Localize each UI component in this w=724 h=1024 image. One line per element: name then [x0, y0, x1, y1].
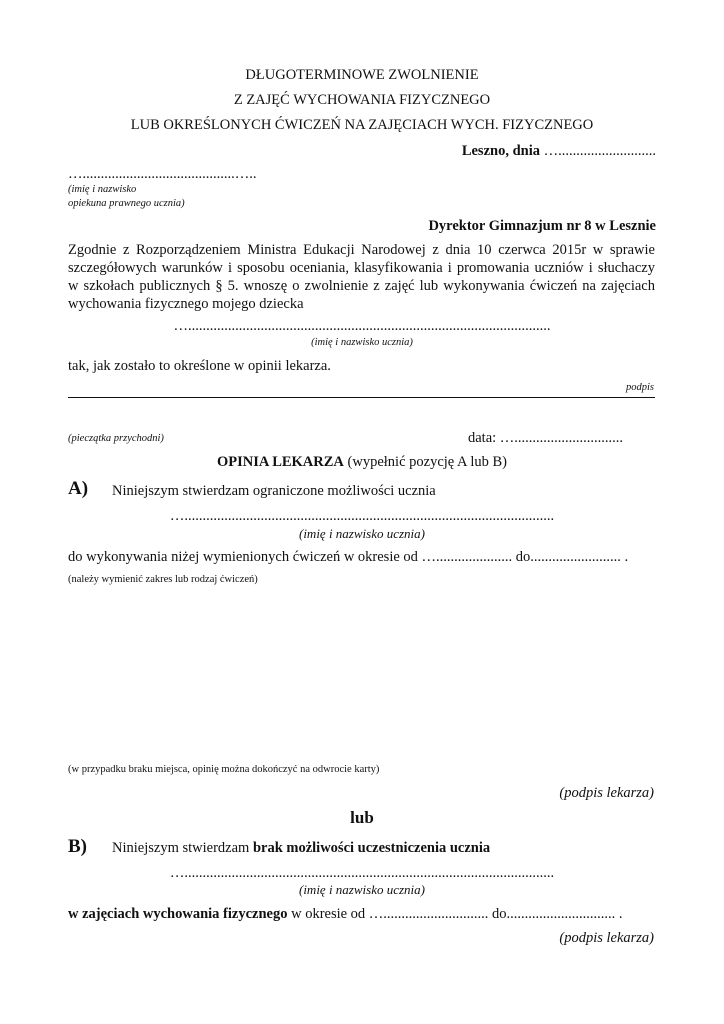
section-divider: [68, 397, 655, 398]
section-b-statement-prefix: Niniejszym stwierdzam: [112, 840, 253, 856]
form-title-line-2: Z ZAJĘĆ WYCHOWANIA FIZYCZNEGO: [233, 92, 491, 108]
section-b-statement-bold: brak możliwości uczestniczenia ucznia: [252, 840, 491, 856]
guardian-caption-1: (imię i nazwisko: [68, 184, 137, 195]
section-b-range: [68, 906, 623, 923]
section-b-student-caption: (imię i nazwisko ucznia): [298, 882, 425, 897]
request-closing: tak, jak zostało to określone w opinii lekarza.: [68, 358, 331, 374]
section-b-range-bold: w zajęciach wychowania fizycznego: [68, 906, 288, 922]
doctor-opinion-heading: [0, 454, 724, 471]
request-line-1: Zgodnie z Rozporządzeniem Ministra Edukacji Narodowej z dnia 10 czerwca 2015r w sprawie: [68, 242, 655, 258]
addressee: Dyrektor Gimnazjum nr 8 w Lesznie: [428, 218, 656, 234]
doctor-date-field[interactable]: data: …..............................: [468, 430, 624, 446]
guardian-name-field[interactable]: …..........................................…..: [68, 166, 257, 182]
form-title-line-1: DŁUGOTERMINOWE ZWOLNIENIE: [245, 67, 479, 83]
section-a-statement: Niniejszym stwierdzam ograniczone możliwości ucznia: [112, 483, 436, 499]
request-line-2: szczegółowych warunków i sposobu oceniania, klasyfikowania i promowania uczniów i słuchaczy: [68, 260, 655, 276]
section-b-range-dates[interactable]: w okresie od …............................. do.............................. .: [287, 906, 623, 922]
place-date-dots[interactable]: …...........................: [540, 143, 656, 159]
section-a-space-note: (w przypadku braku miejsca, opinię można dokończyć na odwrocie karty): [68, 764, 380, 775]
guardian-signature-label: podpis: [625, 382, 654, 393]
section-b-marker: B): [68, 836, 87, 857]
section-a-student-caption: (imię i nazwisko ucznia): [298, 526, 425, 541]
form-title-line-3: LUB OKREŚLONYCH ĆWICZEŃ NA ZAJĘCIACH WYCH. FIZYCZNEGO: [130, 117, 594, 133]
clinic-stamp-label: (pieczątka przychodni): [68, 433, 164, 444]
section-b-doctor-signature: (podpis lekarza): [559, 930, 654, 946]
student-caption: (imię i nazwisko ucznia): [311, 337, 413, 348]
section-a-range[interactable]: do wykonywania niżej wymienionych ćwiczeń w okresie od …..................... do......................... .: [68, 549, 629, 565]
request-line-3: w szkołach publicznych § 5. wnoszę o zwolnienie z zajęć lub wykonywania ćwiczeń na zajęciach: [68, 278, 655, 294]
doctor-opinion-note: (wypełnić pozycję A lub B): [343, 454, 507, 470]
doctor-opinion-title: OPINIA LEKARZA: [217, 454, 344, 470]
section-a-scope-note: (należy wymienić zakres lub rodzaj ćwiczeń): [68, 574, 258, 585]
student-name-field[interactable]: …....................................................................................................: [173, 318, 551, 334]
section-b-statement: [112, 840, 490, 857]
or-label: lub: [350, 808, 374, 827]
section-a-marker: A): [68, 478, 89, 499]
place-label: Leszno, dnia: [461, 143, 540, 159]
section-a-student-field[interactable]: …......................................................................................................: [169, 508, 555, 524]
guardian-caption-2: opiekuna prawnego ucznia): [68, 198, 185, 209]
request-line-4: wychowania fizycznego mojego dziecka: [68, 296, 304, 312]
section-a-doctor-signature: (podpis lekarza): [559, 785, 654, 801]
section-b-student-field[interactable]: …......................................................................................................: [169, 865, 555, 881]
place-date: [462, 143, 656, 160]
